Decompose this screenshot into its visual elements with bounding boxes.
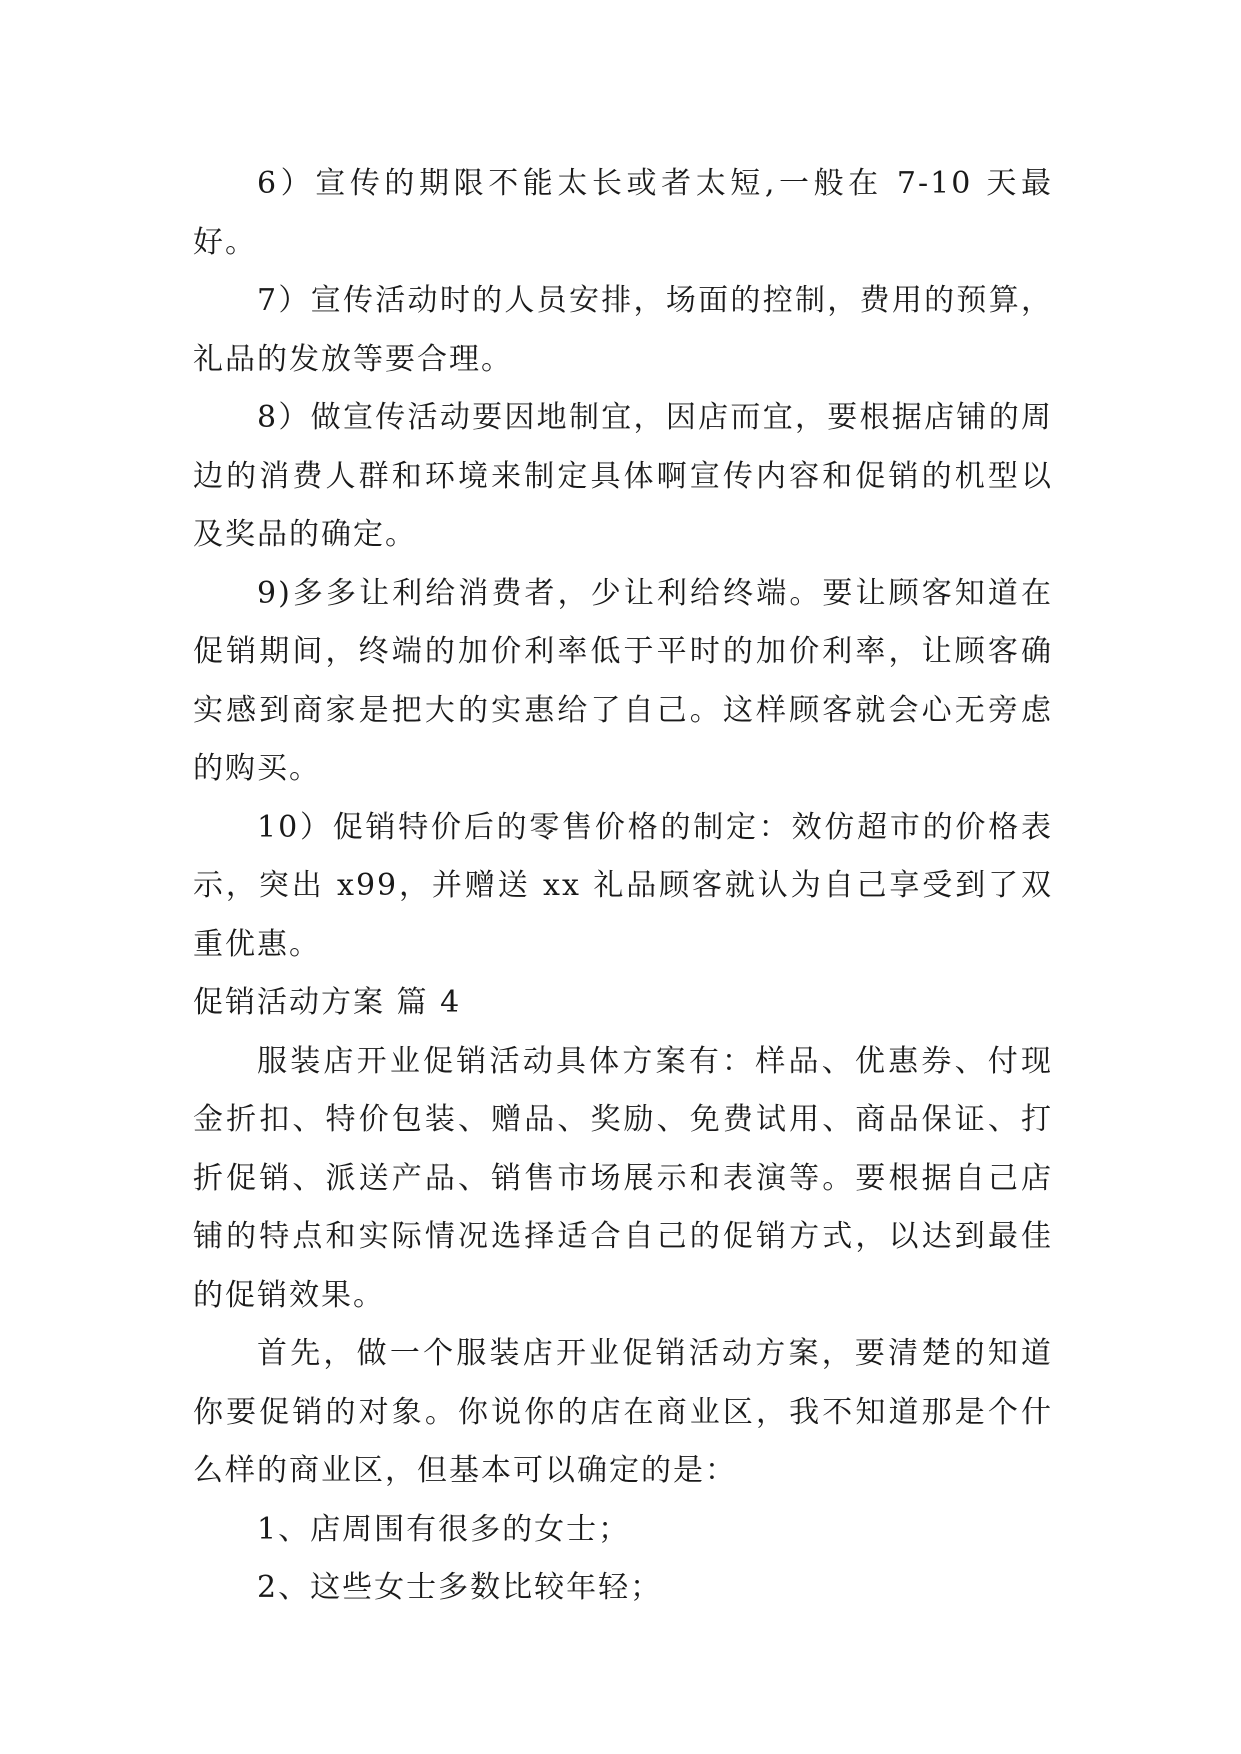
paragraph-item-10: 10）促销特价后的零售价格的制定：效仿超市的价格表示，突出 x99，并赠送 xx 礼品顾客就认为自己享受到了双重优惠。 xyxy=(193,809,1053,962)
paragraph-item-9: 9)多多让利给消费者，少让利给终端。要让顾客知道在促销期间，终端的加价利率低于平时的加价利率，让顾客确实感到商家是把大的实惠给了自己。这样顾客就会心无旁虑的购买。 xyxy=(193,575,1053,786)
paragraph-item-7: 7）宣传活动时的人员安排，场面的控制，费用的预算，礼品的发放等要合理。 xyxy=(193,283,1053,377)
document-body xyxy=(193,155,1053,1618)
section-paragraph-intro: 服装店开业促销活动具体方案有：样品、优惠券、付现金折扣、特价包装、赠品、奖励、免费试用、商品保证、打折促销、派送产品、销售市场展示和表演等。要根据自己店铺的特点和实际情况选择适合自己的促销方式，以达到最佳的促销效果。 xyxy=(193,1043,1053,1313)
section-heading: 促销活动方案 篇 4 xyxy=(193,985,462,1020)
paragraph-item-8: 8）做宣传活动要因地制宜，因店而宜，要根据店铺的周边的消费人群和环境来制定具体啊宣传内容和促销的机型以及奖品的确定。 xyxy=(193,400,1053,552)
section-paragraph-first: 首先，做一个服装店开业促销活动方案，要清楚的知道你要促销的对象。你说你的店在商业区，我不知道那是个什么样的商业区，但基本可以确定的是： xyxy=(193,1336,1053,1488)
paragraph-item-6: 6）宣传的期限不能太长或者太短,一般在 7-10 天最好。 xyxy=(193,166,1053,260)
section-list-item-1: 1、店周围有很多的女士； xyxy=(257,1511,631,1547)
section-list-item-2: 2、这些女士多数比较年轻； xyxy=(257,1570,663,1605)
